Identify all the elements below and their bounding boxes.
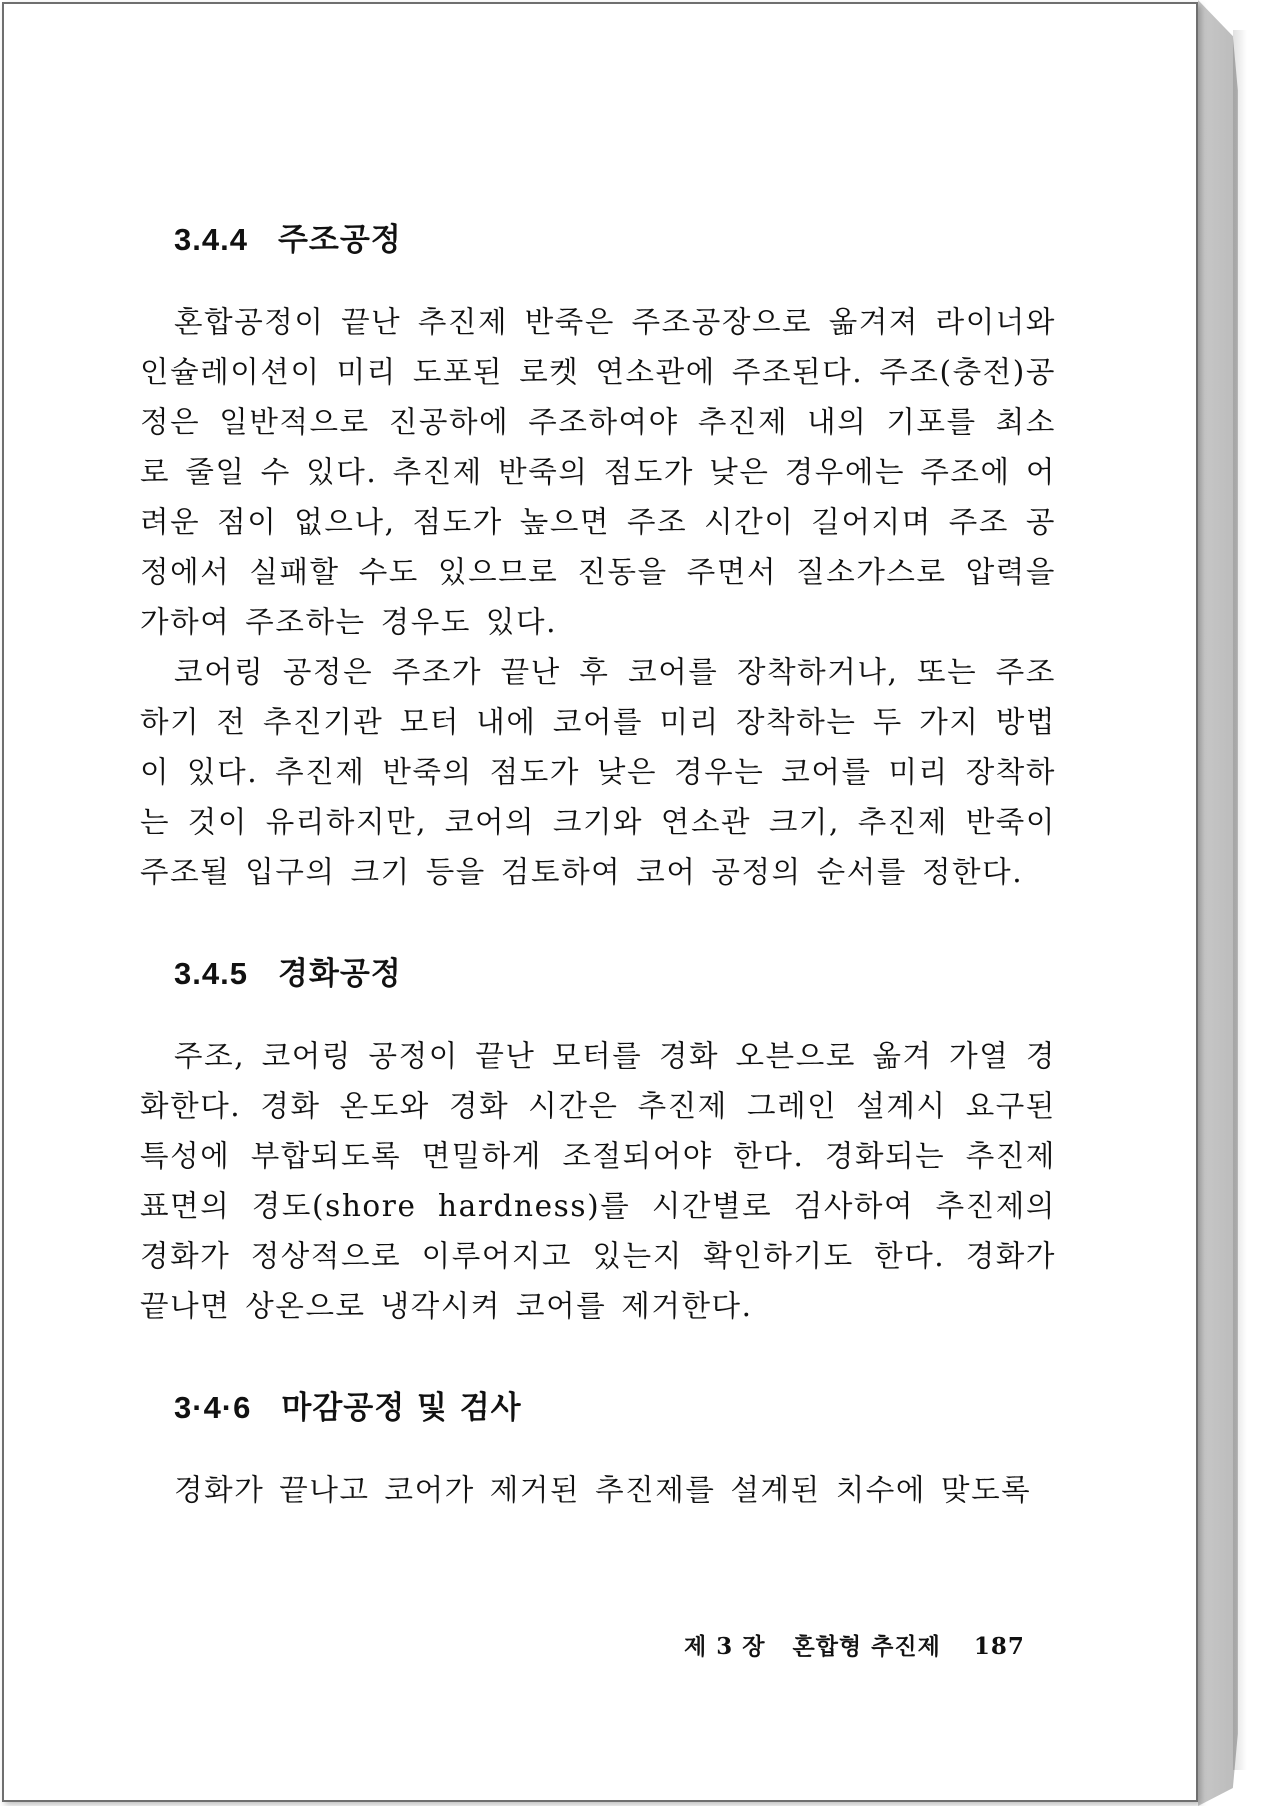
- paragraph-finishing-process: 경화가 끝나고 코어가 제거된 추진제를 설계된 치수에 맞도록: [174, 1473, 1032, 1507]
- book-edge-shadow: [1233, 30, 1247, 1770]
- section-number: 3.4.5: [174, 956, 248, 991]
- section-title: 경화공정: [277, 956, 402, 992]
- section-heading-3-4-4: [174, 219, 1056, 261]
- section-heading-3-4-6: [174, 1387, 1056, 1429]
- footer-chapter: 제 3 장: [684, 1633, 766, 1660]
- section-number: 3.4.4: [174, 222, 248, 257]
- paragraph-curing-process: 주조, 코어링 공정이 끝난 모터를 경화 오븐으로 옮겨 가열 경화한다. 경화 온도와 경화 시간은 추진제 그레인 설계시 요구된 특성에 부합되도록 면밀하게 조절되어야 한다. 경화되는 추진제 표면의 경도(shore hardness)를 시간별로 검사하여 추진제의 경화가 정상적으로 이루어지고 있는지 확인하기도 한다. 경화가 끝나면 상온으로 냉각시켜 코어를 제거한다.: [140, 1039, 1056, 1323]
- paragraph-coring-process: 코어링 공정은 주조가 끝난 후 코어를 장착하거나, 또는 주조하기 전 추진기관 모터 내에 코어를 미리 장착하는 두 가지 방법이 있다. 추진제 반죽의 점도가 낮은 경우는 코어를 미리 장착하는 것이 유리하지만, 코어의 크기와 연소관 크기, 추진제 반죽이 주조될 입구의 크기 등을 검토하여 코어 공정의 순서를 정한다.: [140, 655, 1056, 889]
- paragraph-casting-process: 혼합공정이 끝난 추진제 반죽은 주조공장으로 옮겨져 라이너와 인슐레이션이 미리 도포된 로켓 연소관에 주조된다. 주조(충전)공정은 일반적으로 진공하에 주조하여야 추진제 내의 기포를 최소로 줄일 수 있다. 추진제 반죽의 점도가 낮은 경우에는 주조에 어려운 점이 없으나, 점도가 높으면 주조 시간이 길어지며 주조 공정에서 실패할 수도 있으므로 진동을 주면서 질소가스로 압력을 가하여 주조하는 경우도 있다.: [140, 305, 1056, 639]
- page-number: 187: [973, 1633, 1025, 1660]
- section-number: 3·4·6: [174, 1390, 252, 1425]
- section-heading-3-4-5: [174, 953, 1056, 995]
- running-footer: [684, 1628, 1025, 1661]
- footer-chapter-title: 혼합형 추진제: [792, 1633, 941, 1660]
- section-title: 마감공정 및 검사: [281, 1390, 522, 1426]
- page-body: [140, 219, 1056, 1515]
- page-sheet: [2, 2, 1198, 1802]
- section-title: 주조공정: [277, 222, 402, 258]
